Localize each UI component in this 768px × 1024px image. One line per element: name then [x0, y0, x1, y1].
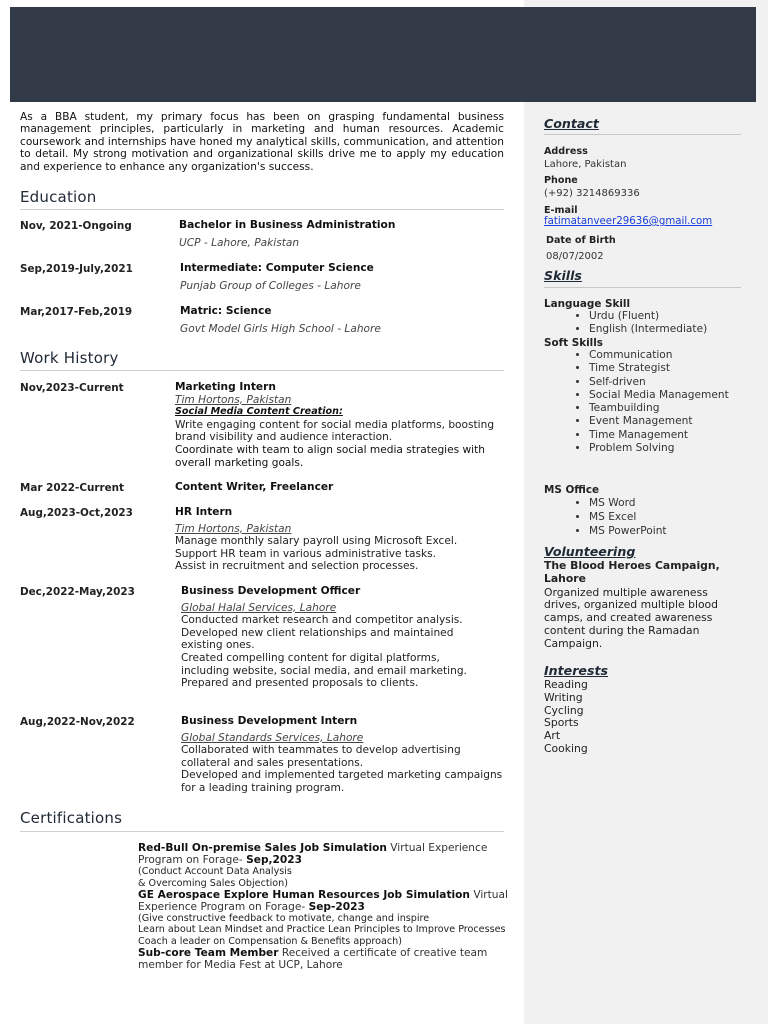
certification-date: Sep-2023: [308, 901, 365, 914]
language-skill-label: Language Skill: [544, 298, 631, 310]
job-duty: Developed new client relationships and maintained existing ones.: [181, 626, 454, 652]
address-value: Lahore, Pakistan: [544, 159, 627, 170]
employer-name: Tim Hortons, Pakistan: [175, 393, 292, 406]
list-item: • MS Word: [589, 496, 744, 510]
list-item: • Social Media Management: [589, 389, 734, 402]
employer-name: Global Standards Services, Lahore: [181, 731, 364, 744]
language-skills: [544, 298, 744, 337]
certification-note: Coach a leader on Compensation & Benefits approach): [138, 935, 402, 947]
job-subheading: Social Media Content Creation:: [175, 406, 343, 418]
job-title: Marketing Intern: [175, 381, 276, 393]
degree-title: Bachelor in Business Administration: [179, 219, 396, 231]
volunteering-org: The Blood Heroes Campaign, Lahore: [544, 559, 720, 585]
job-duty: Collaborated with teammates to develop advertising collateral and sales presentations.: [181, 744, 461, 769]
education-heading: Education: [20, 188, 97, 206]
soft-skills: [544, 337, 744, 455]
education-date: Mar,2017-Feb,2019: [20, 306, 133, 318]
employer-name: Global Halal Services, Lahore: [181, 601, 337, 614]
job-title: HR Intern: [175, 506, 233, 518]
list-item: • Time Management: [589, 429, 734, 442]
list-item: Cooking: [544, 741, 588, 755]
list-item: • Event Management: [589, 415, 734, 428]
dob-value: 08/07/2002: [546, 251, 604, 262]
job-title: Business Development Officer: [181, 585, 361, 597]
ms-office-skills: [544, 484, 744, 538]
job-entry: [181, 585, 481, 690]
language-list: [544, 310, 744, 337]
job-duty: Created compelling content for digital platforms, including website, social media, and email marketing.: [181, 651, 467, 677]
list-item: • Teambuilding: [589, 402, 734, 415]
list-item: Writing: [544, 690, 583, 704]
education-item: [180, 262, 500, 292]
job-duty: Assist in recruitment and selection processes.: [175, 560, 419, 573]
education-date: Nov, 2021-Ongoing: [20, 220, 132, 232]
list-item: • Urdu (Fluent): [589, 310, 744, 323]
job-title: Content Writer, Freelancer: [175, 481, 334, 493]
volunteering-entry: [544, 560, 742, 651]
work-history-divider: [20, 370, 504, 371]
list-item: • Problem Solving: [589, 442, 734, 455]
ms-office-label: MS Office: [544, 484, 600, 496]
job-date: Aug,2022-Nov,2022: [20, 716, 135, 728]
header-band: [10, 7, 756, 102]
degree-title: Intermediate: Computer Science: [180, 262, 374, 274]
job-date: Mar 2022-Current: [20, 482, 125, 494]
volunteering-description: Organized multiple awareness drives, organized multiple blood camps, and created awareness content during the Ramadan Campaign.: [544, 585, 719, 650]
institution-name: UCP - Lahore, Pakistan: [179, 236, 300, 249]
certifications-heading: Certifications: [20, 809, 123, 827]
phone-value: (+92) 3214869336: [544, 188, 640, 199]
job-entry: [175, 381, 505, 469]
contact-address: [544, 146, 744, 170]
job-duty: Prepared and presented proposals to clients.: [181, 677, 419, 690]
contact-phone: [544, 175, 744, 199]
education-item: [179, 219, 499, 249]
job-duty: Coordinate with team to align social media strategies with overall marketing goals.: [175, 443, 485, 469]
email-label: E-mail: [544, 205, 578, 216]
list-item: • Self-driven: [589, 376, 734, 389]
certifications-list: [138, 842, 508, 971]
contact-dob: [546, 235, 746, 262]
list-item: • English (Intermediate): [589, 323, 744, 336]
certification-note: Learn about Lean Mindset and Practice Lean Principles to Improve Processes: [138, 924, 506, 936]
certifications-divider: [20, 831, 504, 832]
skills-divider: [544, 287, 741, 288]
phone-label: Phone: [544, 175, 578, 186]
job-duty: Developed and implemented targeted marketing campaigns for a leading training program.: [181, 769, 503, 794]
certification-date: Sep,2023: [246, 854, 303, 867]
list-item: Sports: [544, 716, 579, 730]
address-label: Address: [544, 146, 588, 157]
work-history-heading: Work History: [20, 349, 119, 367]
job-duty: Support HR team in various administrative tasks.: [175, 547, 437, 560]
employer-name: Tim Hortons, Pakistan: [175, 522, 292, 535]
certification-item: [138, 842, 508, 889]
job-date: Nov,2023-Current: [20, 382, 124, 394]
soft-skills-label: Soft Skills: [544, 337, 603, 349]
dob-label: Date of Birth: [546, 235, 616, 246]
job-entry: [181, 715, 503, 795]
certification-note: (Conduct Account Data Analysis: [138, 866, 292, 878]
list-item: • Communication: [589, 349, 734, 362]
profile-summary: As a BBA student, my primary focus has been on grasping fundamental business management principles, particularly in marketing and human resources. Academic coursework and internships have honed my analytical skills, communication, and attention to detail. My strong motivation and organizational skills drive me to apply my education and experience to enhance any organization's success.: [20, 111, 504, 173]
education-date: Sep,2019-July,2021: [20, 263, 133, 275]
job-date: Aug,2023-Oct,2023: [20, 507, 133, 519]
certification-item: [138, 947, 508, 971]
skills-heading: Skills: [544, 268, 582, 283]
institution-name: Punjab Group of Colleges - Lahore: [180, 279, 361, 292]
certification-desc: Virtual Experience Program on Forage-: [138, 888, 508, 914]
job-date: Dec,2022-May,2023: [20, 586, 135, 598]
institution-name: Govt Model Girls High School - Lahore: [180, 322, 381, 335]
contact-email: [544, 205, 744, 227]
list-item: Art: [544, 729, 561, 743]
certification-note: (Give constructive feedback to motivate, change and inspire: [138, 913, 430, 925]
list-item: • MS Excel: [589, 510, 744, 524]
certification-title: GE Aerospace Explore Human Resources Job Simulation: [138, 888, 470, 901]
contact-heading: Contact: [544, 116, 599, 131]
list-item: Reading: [544, 678, 588, 691]
list-item: Cycling: [544, 703, 584, 717]
volunteering-heading: Volunteering: [544, 544, 636, 559]
job-duty: Write engaging content for social media platforms, boosting brand visibility and audience interaction.: [175, 418, 495, 444]
job-duty: Manage monthly salary payroll using Microsoft Excel.: [175, 535, 458, 548]
list-item: • MS PowerPoint: [589, 524, 744, 538]
job-entry: [175, 506, 500, 573]
job-duty: Conducted market research and competitor analysis.: [181, 614, 463, 627]
certification-desc: Received a certificate of creative team member for Media Fest at UCP, Lahore: [138, 946, 488, 972]
certification-item: [138, 889, 508, 947]
soft-skills-list: [544, 349, 734, 455]
job-entry: [175, 481, 505, 494]
education-divider: [20, 209, 504, 210]
interests-list: [544, 679, 744, 756]
certification-note: & Overcoming Sales Objection): [138, 877, 288, 889]
job-title: Business Development Intern: [181, 715, 358, 727]
degree-title: Matric: Science: [180, 305, 272, 317]
list-item: • Time Strategist: [589, 362, 734, 375]
certification-desc: Virtual Experience Program on Forage-: [138, 842, 488, 867]
certification-title: Sub-core Team Member: [138, 946, 279, 959]
contact-divider: [544, 134, 741, 135]
certification-title: Red-Bull On-premise Sales Job Simulation: [138, 842, 387, 854]
interests-heading: Interests: [544, 663, 608, 678]
education-item: [180, 305, 500, 335]
email-link[interactable]: fatimatanveer29636@gmail.com: [544, 216, 713, 227]
ms-office-list: [544, 496, 744, 538]
